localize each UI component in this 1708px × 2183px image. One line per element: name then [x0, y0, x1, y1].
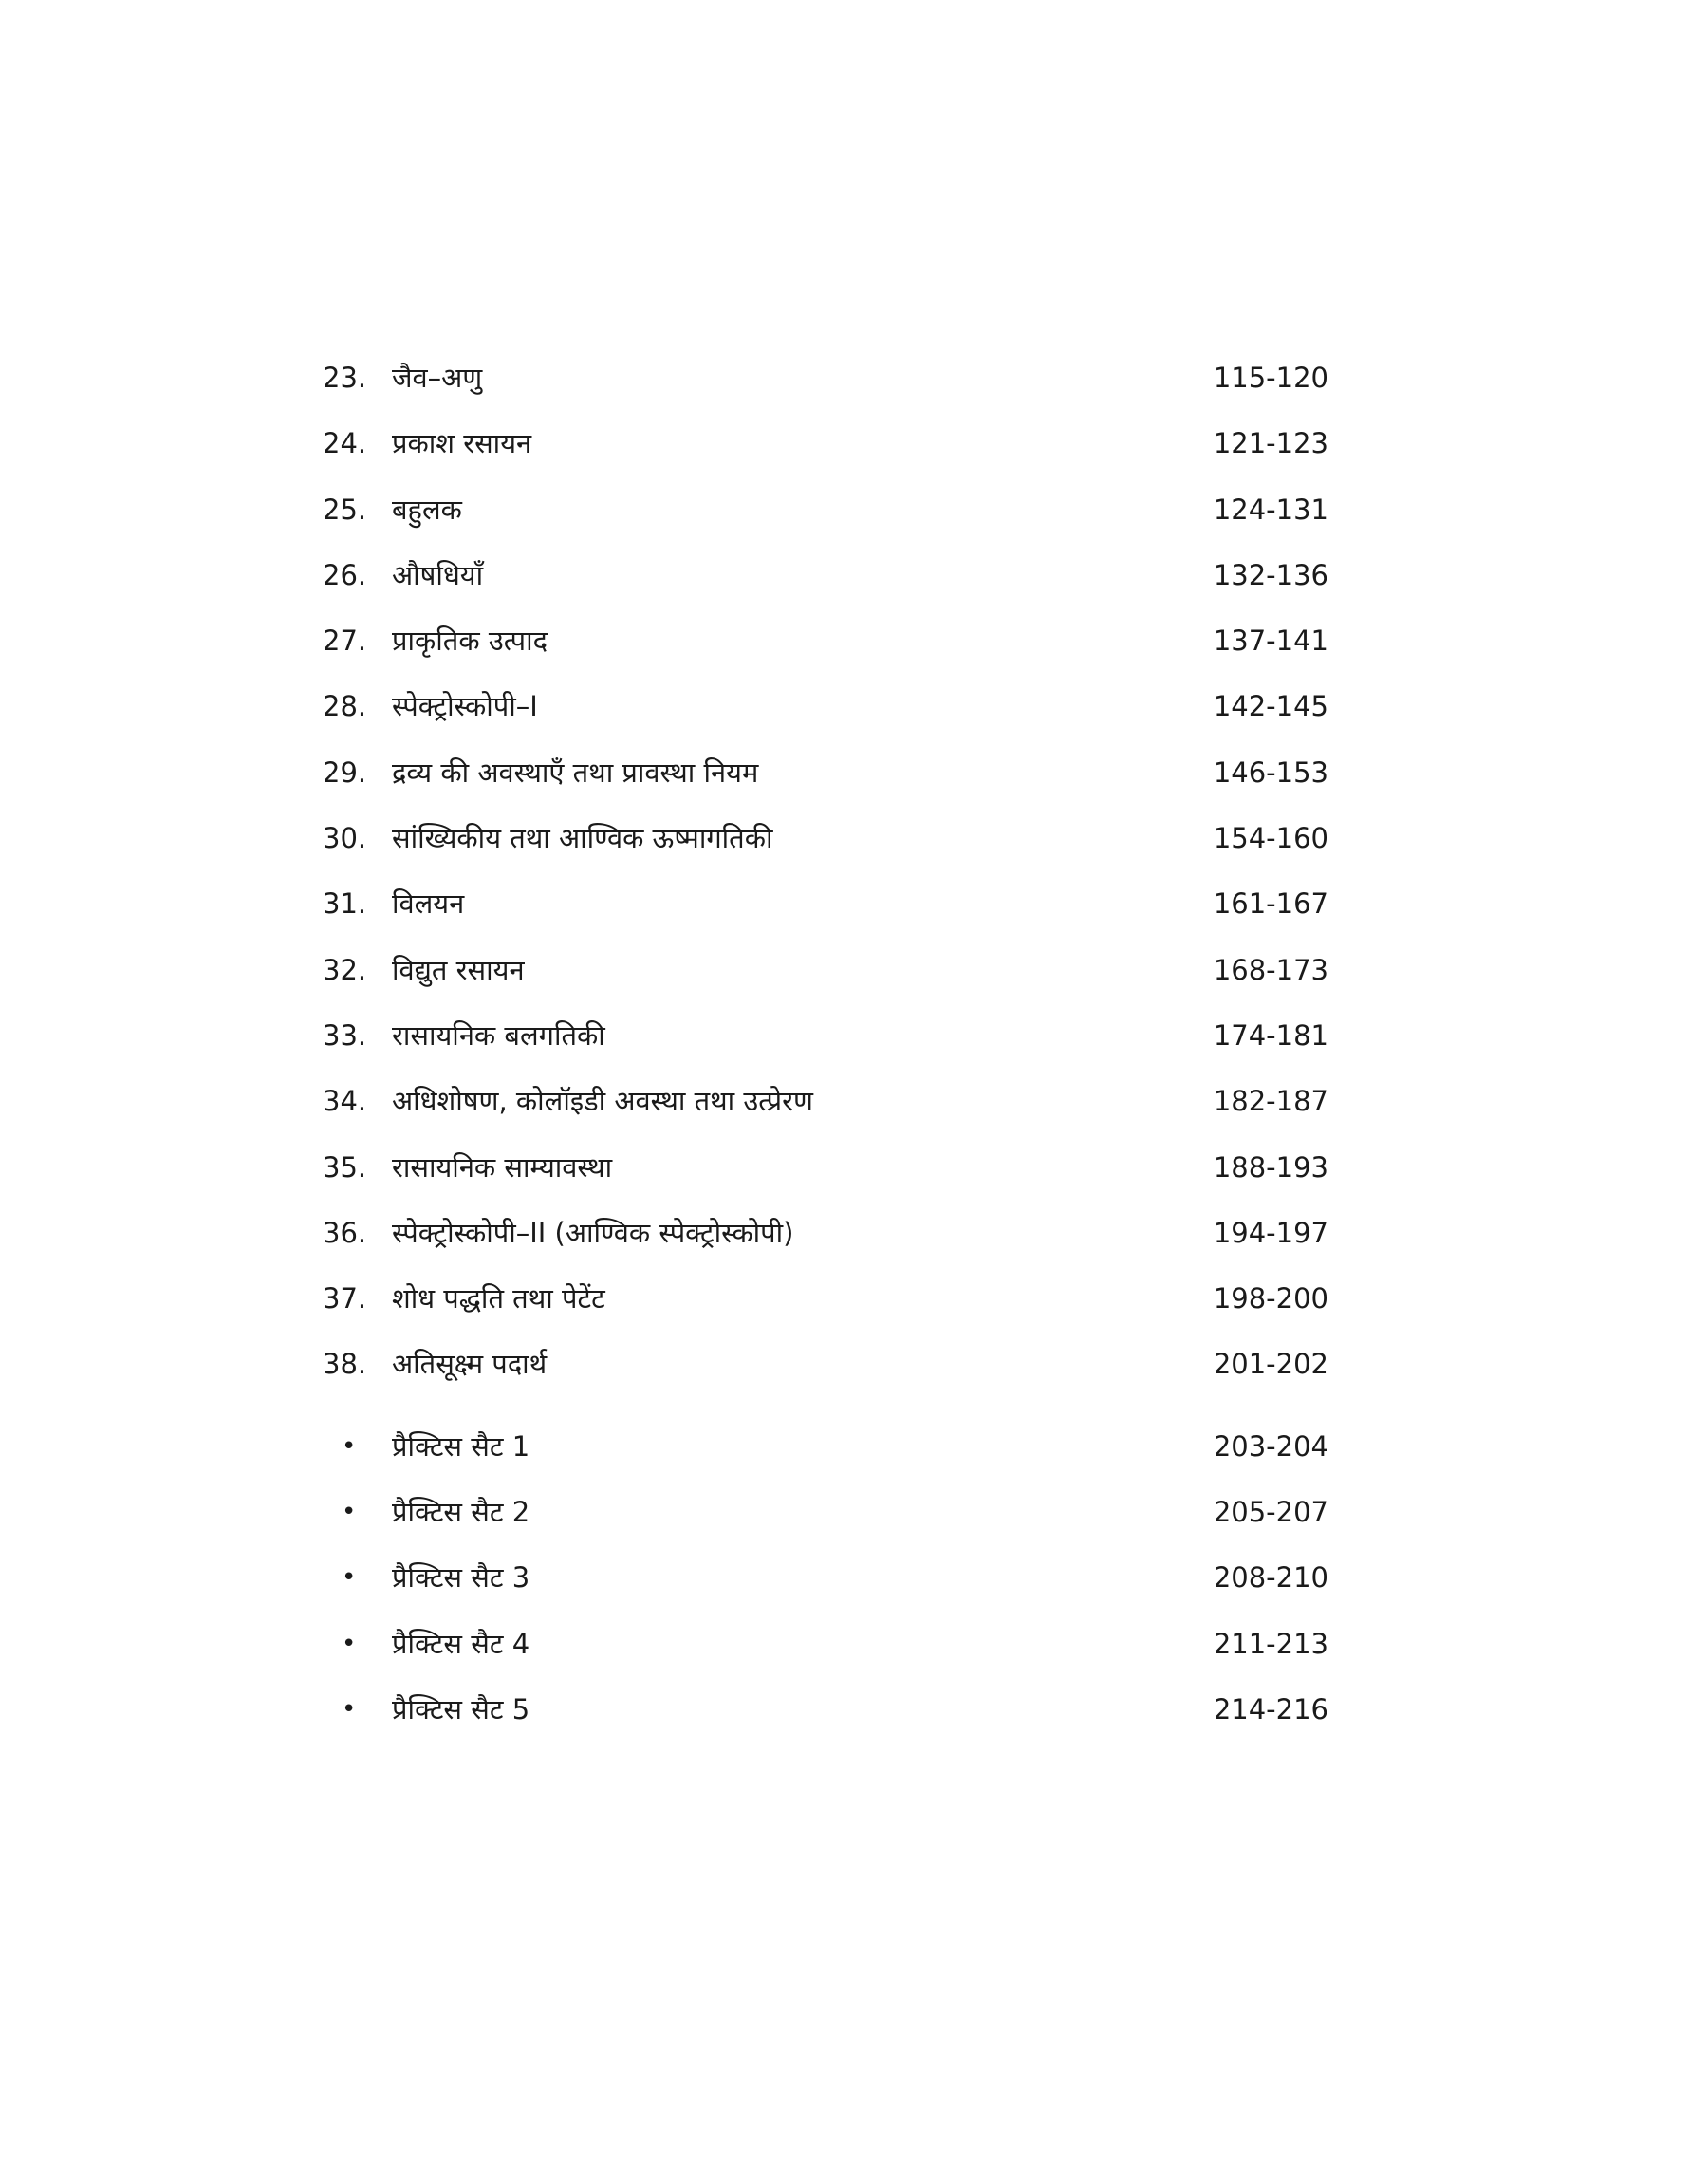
chapter-title: अतिसूक्ष्म पदार्थ — [392, 1348, 548, 1381]
toc-row-31 — [0, 885, 1708, 950]
chapter-number: 37. — [323, 1282, 367, 1315]
page-range: 132-136 — [1213, 558, 1328, 591]
page-range: 142-145 — [1213, 690, 1328, 723]
page-range: 115-120 — [1213, 362, 1328, 394]
page-range: 188-193 — [1213, 1150, 1328, 1184]
page-range: 174-181 — [1213, 1018, 1328, 1052]
page-range: 198-200 — [1213, 1282, 1328, 1315]
toc-row-35 — [0, 1148, 1708, 1214]
practice-set-title: प्रैक्टिस सैट 2 — [392, 1496, 530, 1529]
page-range: 205-207 — [1213, 1496, 1328, 1529]
toc-row-25 — [0, 491, 1708, 556]
table-of-contents — [0, 359, 1708, 1756]
chapter-title: स्पेक्ट्रोस्कोपी–I — [392, 690, 538, 723]
toc-row-26 — [0, 556, 1708, 622]
page-range: 146-153 — [1213, 756, 1328, 789]
toc-row-27 — [0, 622, 1708, 687]
practice-set-row-4 — [0, 1625, 1708, 1690]
toc-row-23 — [0, 359, 1708, 424]
chapter-number: 28. — [323, 690, 367, 723]
page-range: 154-160 — [1213, 822, 1328, 855]
page-range: 194-197 — [1213, 1216, 1328, 1249]
practice-set-title: प्रैक्टिस सैट 3 — [392, 1561, 530, 1595]
chapter-title: प्राकृतिक उत्पाद — [392, 625, 548, 658]
chapter-number: 26. — [323, 558, 367, 591]
chapter-number: 35. — [323, 1150, 367, 1184]
chapter-title: अधिशोषण, कोलॉइडी अवस्था तथा उत्प्रेरण — [392, 1085, 814, 1118]
chapter-title: रासायनिक बलगतिकी — [392, 1018, 605, 1052]
practice-set-row-5 — [0, 1690, 1708, 1756]
chapter-title: बहुलक — [392, 493, 462, 526]
chapter-number: 27. — [323, 625, 367, 658]
toc-row-38 — [0, 1345, 1708, 1410]
chapter-number: 29. — [323, 756, 367, 789]
chapter-title: जैव–अणु — [392, 362, 483, 394]
chapter-number: 33. — [323, 1018, 367, 1052]
chapter-title: विद्युत रसायन — [392, 953, 525, 986]
chapter-number: 31. — [323, 887, 367, 921]
toc-row-37 — [0, 1279, 1708, 1345]
chapter-number: 32. — [323, 953, 367, 986]
toc-row-29 — [0, 754, 1708, 819]
chapter-title: स्पेक्ट्रोस्कोपी–II (आण्विक स्पेक्ट्रोस्कोपी) — [392, 1216, 794, 1249]
page-range: 161-167 — [1213, 887, 1328, 921]
bullet-icon: • — [342, 1431, 357, 1461]
practice-set-row-2 — [0, 1493, 1708, 1558]
practice-set-row-3 — [0, 1558, 1708, 1624]
bullet-icon: • — [342, 1694, 357, 1724]
chapter-number: 23. — [323, 362, 367, 394]
chapter-title: प्रकाश रसायन — [392, 427, 532, 460]
page-range: 211-213 — [1213, 1627, 1328, 1660]
page-range: 203-204 — [1213, 1429, 1328, 1463]
chapter-title: द्रव्य की अवस्थाएँ तथा प्रावस्था नियम — [392, 756, 759, 789]
toc-row-34 — [0, 1082, 1708, 1147]
chapter-title: सांख्यिकीय तथा आण्विक ऊष्मागतिकी — [392, 822, 773, 855]
chapter-title: विलयन — [392, 887, 465, 921]
toc-row-36 — [0, 1214, 1708, 1279]
page-range: 121-123 — [1213, 427, 1328, 460]
toc-row-33 — [0, 1017, 1708, 1082]
toc-row-32 — [0, 951, 1708, 1017]
page-range: 201-202 — [1213, 1348, 1328, 1381]
chapter-list — [0, 359, 1708, 1411]
bullet-icon: • — [342, 1563, 357, 1593]
chapter-number: 38. — [323, 1348, 367, 1381]
chapter-number: 34. — [323, 1085, 367, 1118]
page-range: 168-173 — [1213, 953, 1328, 986]
chapter-title: औषधियाँ — [392, 558, 484, 591]
page-range: 182-187 — [1213, 1085, 1328, 1118]
bullet-icon: • — [342, 1498, 357, 1527]
practice-set-title: प्रैक्टिस सैट 4 — [392, 1627, 530, 1660]
practice-set-title: प्रैक्टिस सैट 5 — [392, 1692, 530, 1726]
practice-set-title: प्रैक्टिस सैट 1 — [392, 1429, 530, 1463]
toc-row-24 — [0, 424, 1708, 490]
chapter-number: 30. — [323, 822, 367, 855]
section-spacer — [0, 1411, 1708, 1427]
chapter-number: 25. — [323, 493, 367, 526]
page-range: 208-210 — [1213, 1561, 1328, 1595]
chapter-number: 24. — [323, 427, 367, 460]
chapter-title: रासायनिक साम्यावस्था — [392, 1150, 613, 1184]
bullet-icon: • — [342, 1629, 357, 1658]
toc-row-30 — [0, 819, 1708, 885]
practice-set-row-1 — [0, 1427, 1708, 1493]
toc-row-28 — [0, 687, 1708, 753]
chapter-number: 36. — [323, 1216, 367, 1249]
page-range: 137-141 — [1213, 625, 1328, 658]
page-range: 214-216 — [1213, 1692, 1328, 1726]
chapter-title: शोध पद्धति तथा पेटेंट — [392, 1282, 605, 1315]
practice-set-list — [0, 1427, 1708, 1756]
page-range: 124-131 — [1213, 493, 1328, 526]
